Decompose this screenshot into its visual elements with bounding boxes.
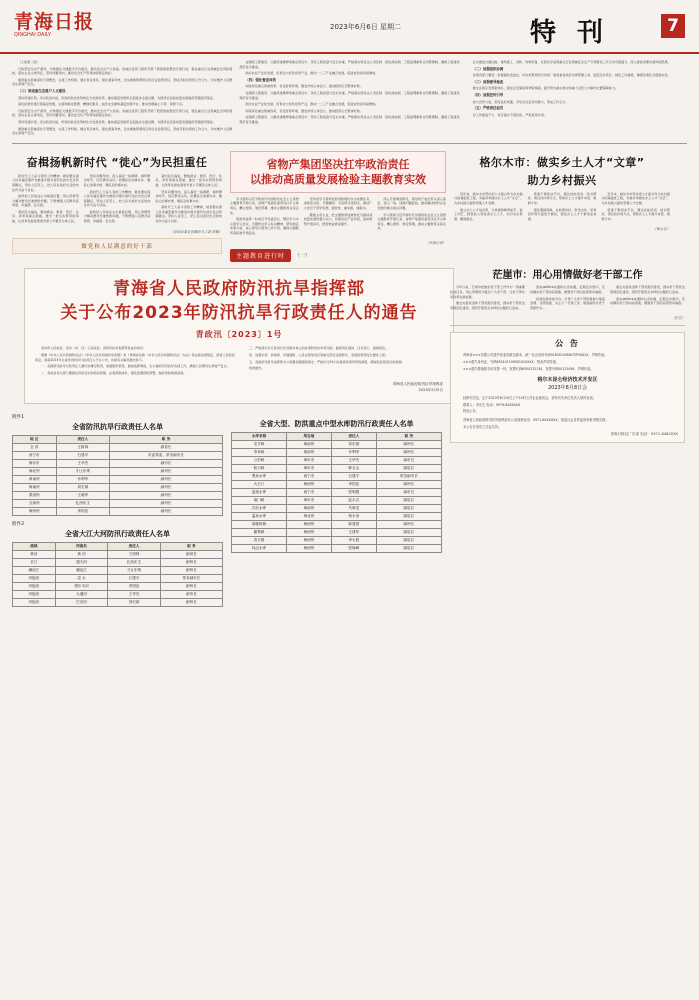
cell: 海东市 <box>287 465 332 473</box>
cell: 才让东珠 <box>56 468 109 476</box>
table-row <box>13 476 223 484</box>
cell: 海西州 <box>13 508 57 516</box>
top-column-1 <box>12 60 232 138</box>
cell: 副县长 <box>376 505 441 513</box>
table-row <box>232 489 442 497</box>
cell: 全 省 <box>13 444 57 452</box>
cell: 玉树州 <box>13 500 57 508</box>
cell: 副市长 <box>376 457 441 465</box>
table-row <box>13 460 223 468</box>
subheading: （四）强化督查问效 <box>245 77 276 82</box>
table-row <box>232 465 442 473</box>
table-row <box>232 441 442 449</box>
cell: 大石门 <box>232 481 287 489</box>
cell: 海西州 <box>287 529 332 537</box>
table-row <box>13 500 223 508</box>
announcements-box <box>450 332 685 443</box>
attachment-2-label: 附件2 <box>12 522 25 528</box>
attachment-1-label: 附件1 <box>12 415 25 421</box>
top-article-columns <box>0 54 699 138</box>
divider <box>12 143 687 144</box>
cell: 副州长 <box>160 583 222 591</box>
paragraph: 围绕重点领域深化专项整治，完善工作机制，健全责任体系，强化督查考核，压实属地管理责任和行业监管责任，形成齐抓共管的工作合力，切实维护人民群众生命财产安全。 <box>12 77 233 87</box>
paragraph: 落实politics待遇和生活待遇，定期走访慰问，及时解决老干部实际困难，增强老干部的获得感幸福感。 <box>610 296 685 306</box>
announcement-org: 格尔木昆仑经济技术开发区 <box>537 377 598 384</box>
cell: 海北州 <box>13 468 57 476</box>
cell: 格尔木河 <box>55 583 108 591</box>
cell: 王树林 <box>56 444 109 452</box>
cell: 海西州 <box>287 537 332 545</box>
subheading: （三）推进惠生态落户人文建设 <box>18 88 66 93</box>
announcement-item <box>457 418 678 429</box>
paragraph: 坚持党建引领，突出政治功能，把党的政治优势转化为发展优势，推动基层党组织全面进步全面过硬，为经济社会高质量发展提供坚强组织保证。 <box>18 95 216 100</box>
paragraph: 搭建干事创业平台，通过技能培训、结对帮扶、项目扶持等方式，帮助乡土人才提升本领、施展才华。 <box>601 207 671 221</box>
cell: 海西州 <box>287 521 332 529</box>
notice-title-line2: 关于公布2023年防汛抗旱行政责任人的通告 <box>60 303 418 324</box>
cell: 陈建国 <box>331 521 376 529</box>
newspaper-logo <box>14 13 94 38</box>
table-row <box>13 492 223 500</box>
second-feature-byline: （茫宣） <box>671 316 685 321</box>
cell: 西宁市 <box>287 489 332 497</box>
paragraph: 对工作推进不力、责任落实不到位的，严肃追责问责。 <box>472 112 547 117</box>
cell: 王华杰 <box>108 591 161 599</box>
cell: 海东市 <box>13 460 57 468</box>
paragraph: 各市州人民政府，各县（市、区）人民政府，省防汛抗旱指挥部各成员单位： <box>41 346 147 351</box>
subheading: （五）严格责任追究 <box>472 106 504 111</box>
cell: 蓄集峡 <box>232 529 287 537</box>
paragraph: 抓好农业产业化发展，培育壮大特色优势产业，推动一二三产业融合发展，促进农牧民持续增收。 <box>245 102 379 107</box>
table-row <box>13 551 223 559</box>
cell: 湟 水 <box>55 575 108 583</box>
column-header: 流域 <box>13 543 56 551</box>
attachment-2-title: 全省大江大河防汛行政责任人名单 <box>65 530 170 539</box>
paragraph: 坚持问题导向，深入基层一线调研，倾听群众呼声，回应群众关切，把惠民生的事办实、暖民心的事办细、顺民意的事办好。 <box>155 189 223 203</box>
feature-middle-title-line2: 以推动高质量发展检验主题教育实效 <box>250 172 426 186</box>
cell: 副州长 <box>110 476 223 484</box>
paragraph: 加大宣传力度，营造良好氛围，引导全社会共同参与，形成工作合力。 <box>472 99 569 104</box>
paragraph: 抓好农业产业化发展，培育壮大特色优势产业，推动一二三产业融合发展，促进农牧民持续增收。 <box>245 71 379 76</box>
paragraph: 四、加强水库、淤地坝、河道堤防、山洪灾害易发区等重点部位巡查防守，发现险情及时处置并上报。 <box>249 353 389 358</box>
feature-left-title: 奋楫扬帆新时代 “徙心”为民担重任 <box>26 155 208 169</box>
cell: 那棱格勒 <box>232 521 287 529</box>
attachment-3-title: 全省大型、防洪重点中型水库防汛行政责任人名单 <box>259 420 414 429</box>
paragraph: 三、严格落实以行政首长负责制为核心的各项防汛抗旱责任制，做到责任到岗、任务到人、措施到位。 <box>249 346 389 351</box>
cell: 副县长 <box>376 529 441 537</box>
table-row <box>232 457 442 465</box>
topic-badge: 主题教育进行时 <box>230 249 291 262</box>
cell: 副州长 <box>376 521 441 529</box>
table-row <box>13 567 223 575</box>
paragraph: ×××遗失身份证，号码63010119900101XXXX，特此声明作废。 <box>463 360 560 365</box>
logo-text: 青海日报 <box>14 11 95 34</box>
paragraph: 学习贯彻习近平新时代中国特色社会主义思想主题教育开展以来，省物产集团党委坚决扛牢主体责任，精心组织、周密部署，推动主题教育走深走实。 <box>377 212 447 231</box>
cell: 龙羊峡 <box>232 441 287 449</box>
cell: 副州长 <box>160 567 222 575</box>
attachment-2-table <box>12 542 223 607</box>
cell: 杨永寿 <box>331 513 376 521</box>
cell: 常务副市长 <box>160 575 222 583</box>
table-row <box>13 508 223 516</box>
cell: 南门峡 <box>232 497 287 505</box>
announcement-item <box>457 396 678 414</box>
announcement-subtitle: 2023年8月8日会 <box>547 385 588 392</box>
cell: 副县长 <box>376 537 441 545</box>
column-header: 职 务 <box>160 543 222 551</box>
cell: 刘宏斌 <box>56 484 109 492</box>
feature-left-stamp: 做党和人民满意的好干部 <box>12 238 222 254</box>
paragraph: 始终把人民放在心中最高位置，用心用情用力解决群众急难愁盼问题，不断增强人民群众获得感、幸福感、安全感。 <box>12 194 79 208</box>
paragraph: 特此公告。 <box>463 409 479 414</box>
paragraph: ×××遗失增值税专用发票一份，发票代码6300232130，发票号码00123456，声明作废。 <box>463 366 594 371</box>
table-row <box>13 559 223 567</box>
table-row <box>13 583 223 591</box>
cell: 乔利军 <box>56 476 109 484</box>
right-column <box>450 262 685 607</box>
table-row <box>232 449 442 457</box>
paragraph: 坚持党建引领，突出政治功能，把党的政治优势转化为发展优势，推动基层党组织全面进步全面过硬，为经济社会高质量发展提供坚强组织保证。 <box>18 119 216 124</box>
government-notice <box>24 268 454 404</box>
column-header: 水库名称 <box>232 433 287 441</box>
cell: 副市长 <box>376 489 441 497</box>
table-row <box>232 545 442 553</box>
cell: 副州长 <box>160 559 222 567</box>
issue-date: 2023年6月6日 星期二 <box>330 23 401 31</box>
paragraph: 特此通告。 <box>249 366 265 371</box>
paragraph: 持续深化重点领域改革，优化营商环境，激发市场主体活力，推动经济运行整体好转。 <box>245 108 363 113</box>
cell: 王树林 <box>108 551 161 559</box>
cell: 副县长 <box>376 545 441 553</box>
cell: 哇沿水库 <box>232 545 287 553</box>
paragraph: 近年来，格尔木市坚持把人才振兴作为乡村振兴的基础性工程，多措并举做实乡土人才“文章”，为乡村振兴提供坚强人才支撑。 <box>454 191 523 205</box>
paragraph: 聚焦主责主业，把主题教育成效转化为推动高质量发展的强大动力，持续优化产业布局，加快转型升级步伐，经营效益稳步提升。 <box>303 212 373 226</box>
topic-badge-row <box>230 249 446 262</box>
cell: 副州长 <box>110 508 223 516</box>
table-row <box>13 484 223 492</box>
announcement-item <box>457 353 678 371</box>
paragraph: 集团党委第一时间召开党委会议、理论学习中心组学习会议，专题传达学习有关精神，研究制定实施方案，成立领导小组和工作专班，确保主题教育高标准开局起步。 <box>230 217 299 235</box>
table-row <box>13 468 223 476</box>
paragraph: 健全完善应急预案体系，强化应急演练和物资储备，提升防灾减灾救灾和重大突发公共事件处置保障能力。 <box>472 86 619 91</box>
lower-section <box>0 262 699 607</box>
cell: 副州长 <box>376 481 441 489</box>
cell: 西宁市 <box>287 473 332 481</box>
cell: 副州长 <box>110 500 223 508</box>
paragraph: 新时代工大奋斗者的工作精神，就是要实现人民幸福安康作为推进中国式现代化的出发点和落脚点，坚持人民至上，把人民对美好生活的向往作为奋斗目标。 <box>83 189 151 208</box>
cell: 澜沧江 <box>13 567 56 575</box>
top-column-2 <box>239 60 459 138</box>
table-row <box>232 529 442 537</box>
paragraph: 新时代工大奋斗者的工作精神，就是要实现人民幸福安康作为推进中国式现代化的出发点和落脚点，坚持人民至上，把人民对美好生活的向往作为奋斗目标。 <box>12 173 79 192</box>
paragraph: 青海省×××有限公司遗失营业执照正副本，统一社会信用代码91630100MA75P3XX2X，声明作废。 <box>463 353 608 358</box>
cell: 西宁市 <box>13 452 57 460</box>
paragraph: 在保障工程建设、公路改建维修等重点项目中，坚持工程质量与安全并重，严格落实项目法人责任制、招标投标制、工程监理制和合同管理制，确保工程建设规范有序推进。 <box>239 115 460 124</box>
cell: 海南州 <box>287 505 332 513</box>
cell: 石建平 <box>108 575 161 583</box>
cell: 副州长 <box>376 441 441 449</box>
divider <box>450 325 685 326</box>
paragraph: 本公告自发布之日起生效。 <box>463 424 502 429</box>
paragraph: 深化拓展党建引领基层治理，完善网格化管理、精细化服务、信息化支撑的基层治理平台，推动治理重心下移、资源下沉。 <box>18 102 186 107</box>
page-number-badge: 7 <box>661 14 685 38</box>
paragraph: 根据《中华人民共和国防洪法》《中华人民共和国抗旱条例》和《青海省实施〈中华人民共和国防洪法〉办法》等法律法规规定，经省人民政府同意，现将2023年全省防汛抗旱行政责任人予以公布，并就有关事项通告如下。 <box>35 353 235 362</box>
cell: 通天河 <box>55 559 108 567</box>
cell: 刘宏斌 <box>331 441 376 449</box>
table-row <box>13 575 223 583</box>
cell: 内陆河 <box>13 583 56 591</box>
cell: 王华杰 <box>331 457 376 465</box>
feature-left-signature: （青海省委省直属机关工委 供稿） <box>170 229 222 234</box>
feature-middle-byline: （本报记者） <box>425 241 446 246</box>
cell: 副市长 <box>110 460 223 468</box>
cell: 积石峡 <box>232 465 287 473</box>
feature-right <box>454 151 670 263</box>
paragraph: 健全完善离退休干部党组织建设，推动老干部党支部规范化建设，组织开展形式多样的主题党日活动。 <box>450 301 525 310</box>
column-header: 地 区 <box>13 436 57 444</box>
column-header: 职 务 <box>110 436 223 444</box>
cell: 黄 河 <box>55 551 108 559</box>
paragraph: 围绕重点领域深化专项整治，完善工作机制，健全责任体系，强化督查考核，压实属地管理责任和行业监管责任，形成齐抓共管的工作合力，切实维护人民群众生命财产安全。 <box>12 126 233 136</box>
column-header: 责任人 <box>56 436 109 444</box>
feature-middle <box>230 151 446 263</box>
cell: 海南州 <box>287 441 332 449</box>
topic-badge-note: （一） <box>295 253 311 260</box>
cell: 李永胜 <box>331 537 376 545</box>
cell: 副省长 <box>110 444 223 452</box>
announcements-header: 公 告 <box>555 339 580 349</box>
paragraph: 新时代工大奋斗者的工作精神，就是要实现人民幸福安康作为推进中国式现代化的出发点和落脚点，坚持人民至上，把人民对美好生活的向往作为奋斗目标。 <box>155 205 223 224</box>
cell: 巴音河 <box>55 599 108 607</box>
column-header: 责任人 <box>108 543 161 551</box>
notice-title-line1: 青海省人民政府防汛抗旱指挥部 <box>113 279 365 300</box>
cell: 李国忠 <box>56 508 109 516</box>
notice-issue-date: 2023年5月5日 <box>418 388 443 393</box>
cell: 赵永吉 <box>331 497 376 505</box>
cell: 张海峰 <box>331 545 376 553</box>
top-column-3 <box>467 60 687 138</box>
paragraph: 搭建干事创业平台，通过技能培训、结对帮扶、项目扶持等方式，帮助乡土人才提升本领、施展才华。 <box>527 191 597 205</box>
cell: 黑泉水库 <box>232 473 287 481</box>
table-row <box>13 599 223 607</box>
cell: 扎西东主 <box>108 559 161 567</box>
cell: 张明德 <box>331 489 376 497</box>
masthead <box>0 0 699 54</box>
paragraph: 强化激励保障，在政策扶持、资金支持、荣誉表彰等方面给予倾斜，激发乡土人才干事创业热情。 <box>527 207 597 221</box>
table-row <box>232 537 442 545</box>
table-row <box>232 513 442 521</box>
feature-middle-headline-box <box>230 151 446 193</box>
cell: 副市长 <box>160 591 222 599</box>
paragraph: 在保障工程建设、公路改建维修等重点项目中，坚持工程质量与安全并重，严格落实项目法人责任制、招标投标制、工程监理制和合同管理制，确保工程建设规范有序推进。 <box>239 60 460 69</box>
paragraph: 紧扣民生福祉，聚焦就业、教育、医疗、住房、养老等重点领域，推出一批务实管用的举措，让改革发展成果更多更公平惠及全体人民。 <box>155 173 223 187</box>
cell: 黄南州 <box>13 476 57 484</box>
paragraph: 行政部安全出产督导、生物强化交通数字平台建设，推动安全出产大检查。各地区各部门组织开展了隐患排查整治专项行动，强化重点行业领域安全风险管控，落实企业主体责任，坚持问题导向，推动安全生产形势持续稳定向好。 <box>12 66 233 76</box>
continued-note: （上接第二版） <box>18 60 40 64</box>
feature-right-title-line2: 助力乡村振兴 <box>527 173 597 187</box>
paragraph: 学习贯彻习近平新时代中国特色社会主义思想主题教育开展以来，省物产集团党委坚决扛牢主体责任，精心组织、周密部署，推动主题教育走深走实。 <box>230 196 299 215</box>
notice-doc-number: 青政汛〔2023〕1号 <box>195 330 283 340</box>
cell: 市委常委、常务副市长 <box>110 452 223 460</box>
table-row <box>13 444 223 452</box>
paragraph: 在保障工程建设、公路改建维修等重点项目中，坚持工程质量与安全并重，严格落实项目法人责任制、招标投标制、工程监理制和合同管理制，确保工程建设规范有序推进。 <box>239 90 460 100</box>
cell: 王建军 <box>331 529 376 537</box>
cell: 乔利军 <box>331 449 376 457</box>
paragraph: 今年以来，茫崖市把做好老干部工作作为一项重要政治任务，用心用情用力服务广大老干部，让老干部共享改革发展成果。 <box>450 285 525 299</box>
cell: 大通河 <box>55 591 108 599</box>
cell: 副州长 <box>110 492 223 500</box>
cell: 黄南州 <box>287 449 332 457</box>
attachment-1-table <box>12 435 223 516</box>
table-row <box>232 505 442 513</box>
paragraph: 联系人：李先生 电话：0979-84XXXXX <box>463 402 521 407</box>
paragraph: 行政部安全出产督导、生物强化交通数字平台建设，推动安全出产大检查。各地区各部门组织开展了隐患排查整治专项行动，强化重点行业领域安全风险管控，落实企业主体责任，坚持问题导向，推动安全生产形势持续稳定向好。 <box>12 108 233 118</box>
paragraph: 建立乡土人才信息库，分类摸排种养能手、能工巧匠、经营能人等各类乡土人才，实行动态管理、精准服务。 <box>454 207 523 221</box>
cell: 王晓军 <box>56 492 109 500</box>
cell: 王华杰 <box>56 460 109 468</box>
cell: 海西州 <box>287 481 332 489</box>
cell: 海西州 <box>287 545 332 553</box>
paragraph: 搭建发挥余热平台，引导广大老干部积极参与基层治理、文明创建、关心下一代等工作，展现新时代老干部新作为。 <box>530 296 605 310</box>
column-header: 职 务 <box>376 433 441 441</box>
section-title: 特 刊 <box>530 18 610 48</box>
cell: 海南州 <box>13 484 57 492</box>
cell: 李国忠 <box>331 481 376 489</box>
paragraph: 持续深化重点领域改革，优化营商环境，激发市场主体活力，推动经济运行整体好转。 <box>245 84 363 89</box>
cell: 扎西东主 <box>56 500 109 508</box>
paragraph: 深入开展调查研究，领导班子成员带头深入基层、深入一线，找准问题症结，推动解决制约企业发展的难点堵点问题。 <box>377 196 447 210</box>
subheading: （三）加强督导检查 <box>472 79 504 84</box>
cell: 黄河 <box>13 551 56 559</box>
cell: 副州长 <box>110 484 223 492</box>
table-row <box>232 481 442 489</box>
table-row <box>13 591 223 599</box>
cell: 澜沧江 <box>55 567 108 575</box>
attachment-3-table <box>231 432 442 553</box>
cell: 副州长 <box>110 468 223 476</box>
cell: 副县长 <box>376 497 441 505</box>
cell: 石建平 <box>56 452 109 460</box>
subheading: （四）加强宣传引导 <box>472 92 504 97</box>
cell: 才让东珠 <box>108 567 161 575</box>
notice-issuer: 青海省人民政府防汛抗旱指挥部 <box>392 382 443 387</box>
cell: 副省长 <box>160 551 222 559</box>
paragraph: 始终把人民放在心中最高位置，用心用情用力解决群众急难愁盼问题，不断增强人民群众获得感、幸福感、安全感。 <box>83 209 151 224</box>
subheading: （二）加强组织协调 <box>472 66 504 71</box>
paragraph: 各级各部门要进一步提高政治站位，切实把思想和行动统一到省委省政府决策部署上来，层层压实责任，细化工作措施，确保各项任务落到实处。 <box>472 73 671 78</box>
cell: 内陆河 <box>13 575 56 583</box>
second-feature-title: 茫崖市：用心用情做好老干部工作 <box>492 270 643 282</box>
cell: 副县长 <box>376 465 441 473</box>
paragraph: 一、各级防汛抗旱行政责任人要切实履行职责，加强组织领导，靠前指挥调度，全力做好防汛抗旱各项工作，确保人民群众生命财产安全。 <box>41 364 230 369</box>
cell: 海东市 <box>287 457 332 465</box>
cell: 长江 <box>13 559 56 567</box>
cell: 常务副市长 <box>376 473 441 481</box>
paragraph: 紧扣民生福祉，聚焦就业、教育、医疗、住房、养老等重点领域，推出一批务实管用的举措，让改革发展成果更多更公平惠及全体人民。 <box>12 209 79 224</box>
paragraph: 坚持把学习贯彻党的创新理论作为首要任务，采取读书班、专题辅导、交流研讨等形式，推动广大党员干部学思想、强党性、重实践、建新功。 <box>303 196 373 210</box>
cell: 盘道水库 <box>232 489 287 497</box>
feature-right-byline: （格公宣） <box>653 227 670 232</box>
paragraph: 近年来，格尔木市坚持把人才振兴作为乡村振兴的基础性工程，多措并举做实乡土人才“文章”，为乡村振兴提供坚强人才支撑。 <box>601 191 671 205</box>
cell: 副州长 <box>376 449 441 457</box>
cell: 温泉水库 <box>232 513 287 521</box>
cell: 副县长 <box>376 513 441 521</box>
paragraph: 扎实推进交通运输、建筑施工、消防、特种设备、危险化学品等重点行业领域安全生产专项整治三年行动巩固提升，深入排查治理各类风险隐患。 <box>472 60 671 64</box>
paragraph: 青海省人民政府防汛抗旱指挥部办公室值班电话：0971-6XXXXXX，欢迎社会各界监督举报汛情灾情。 <box>463 418 609 422</box>
cell: 公伯峡 <box>232 457 287 465</box>
cell: 石建平 <box>331 473 376 481</box>
table-row <box>13 452 223 460</box>
paragraph: 二、各地各有关部门要强化风险意识和底线思维，完善预案体系，强化监测预报预警，做好抢险救援准备。 <box>41 370 187 375</box>
cell: 内陆河 <box>13 591 56 599</box>
column-header: 所在地 <box>287 433 332 441</box>
column-header: 河流名 <box>55 543 108 551</box>
cell: 副州长 <box>160 599 222 607</box>
cell: 李家峡 <box>232 449 287 457</box>
cell: 韩玉山 <box>331 465 376 473</box>
announcements-footer: 青海日报社广告部 电话：0971-8482XXX <box>610 432 678 437</box>
attachment-1-title: 全省防汛抗旱行政责任人名单 <box>72 423 163 432</box>
paragraph: 坚持问题导向，深入基层一线调研，倾听群众呼声，回应群众关切，把惠民生的事办实、暖民心的事办细、顺民意的事办好。 <box>83 173 151 187</box>
table-row <box>232 497 442 505</box>
paragraph: 落实politics待遇和生活待遇，定期走访慰问，及时解决老干部实际困难，增强老干部的获得感幸福感。 <box>530 285 605 295</box>
cell: 刘宏斌 <box>108 599 161 607</box>
feature-right-title-line1: 格尔木市：做实乡土人才“文章” <box>479 155 645 169</box>
cell: 李国忠 <box>108 583 161 591</box>
paragraph: 健全完善离退休干部党组织建设，推动老干部党支部规范化建设，组织开展形式多样的主题党日活动。 <box>610 285 685 295</box>
cell: 海北州 <box>287 513 332 521</box>
cell: 海东市 <box>287 497 332 505</box>
feature-middle-title-line1: 省物产集团坚决扛牢政治责任 <box>266 157 410 171</box>
cell: 果洛州 <box>13 492 57 500</box>
table-row <box>232 521 442 529</box>
column-header: 责任人 <box>331 433 376 441</box>
cell: 内陆河 <box>13 599 56 607</box>
logo-subtext: QINGHAI DAILY <box>14 32 52 39</box>
cell: 马海龙 <box>331 505 376 513</box>
paragraph: 五、各级防汛抗旱指挥部办公室要加强值班值守，严格执行24小时值班和领导带班制度，确保信息报送及时准确。 <box>249 359 405 364</box>
feature-articles <box>0 149 699 263</box>
notice-column <box>12 262 442 607</box>
cell: 香日德 <box>232 537 287 545</box>
feature-left <box>12 151 222 263</box>
table-row <box>232 473 442 481</box>
cell: 沟后水库 <box>232 505 287 513</box>
paragraph: 经研究决定，定于2023年6月20日上午10时召开企业座谈会，请各有关单位负责人准时参加。 <box>463 396 596 401</box>
